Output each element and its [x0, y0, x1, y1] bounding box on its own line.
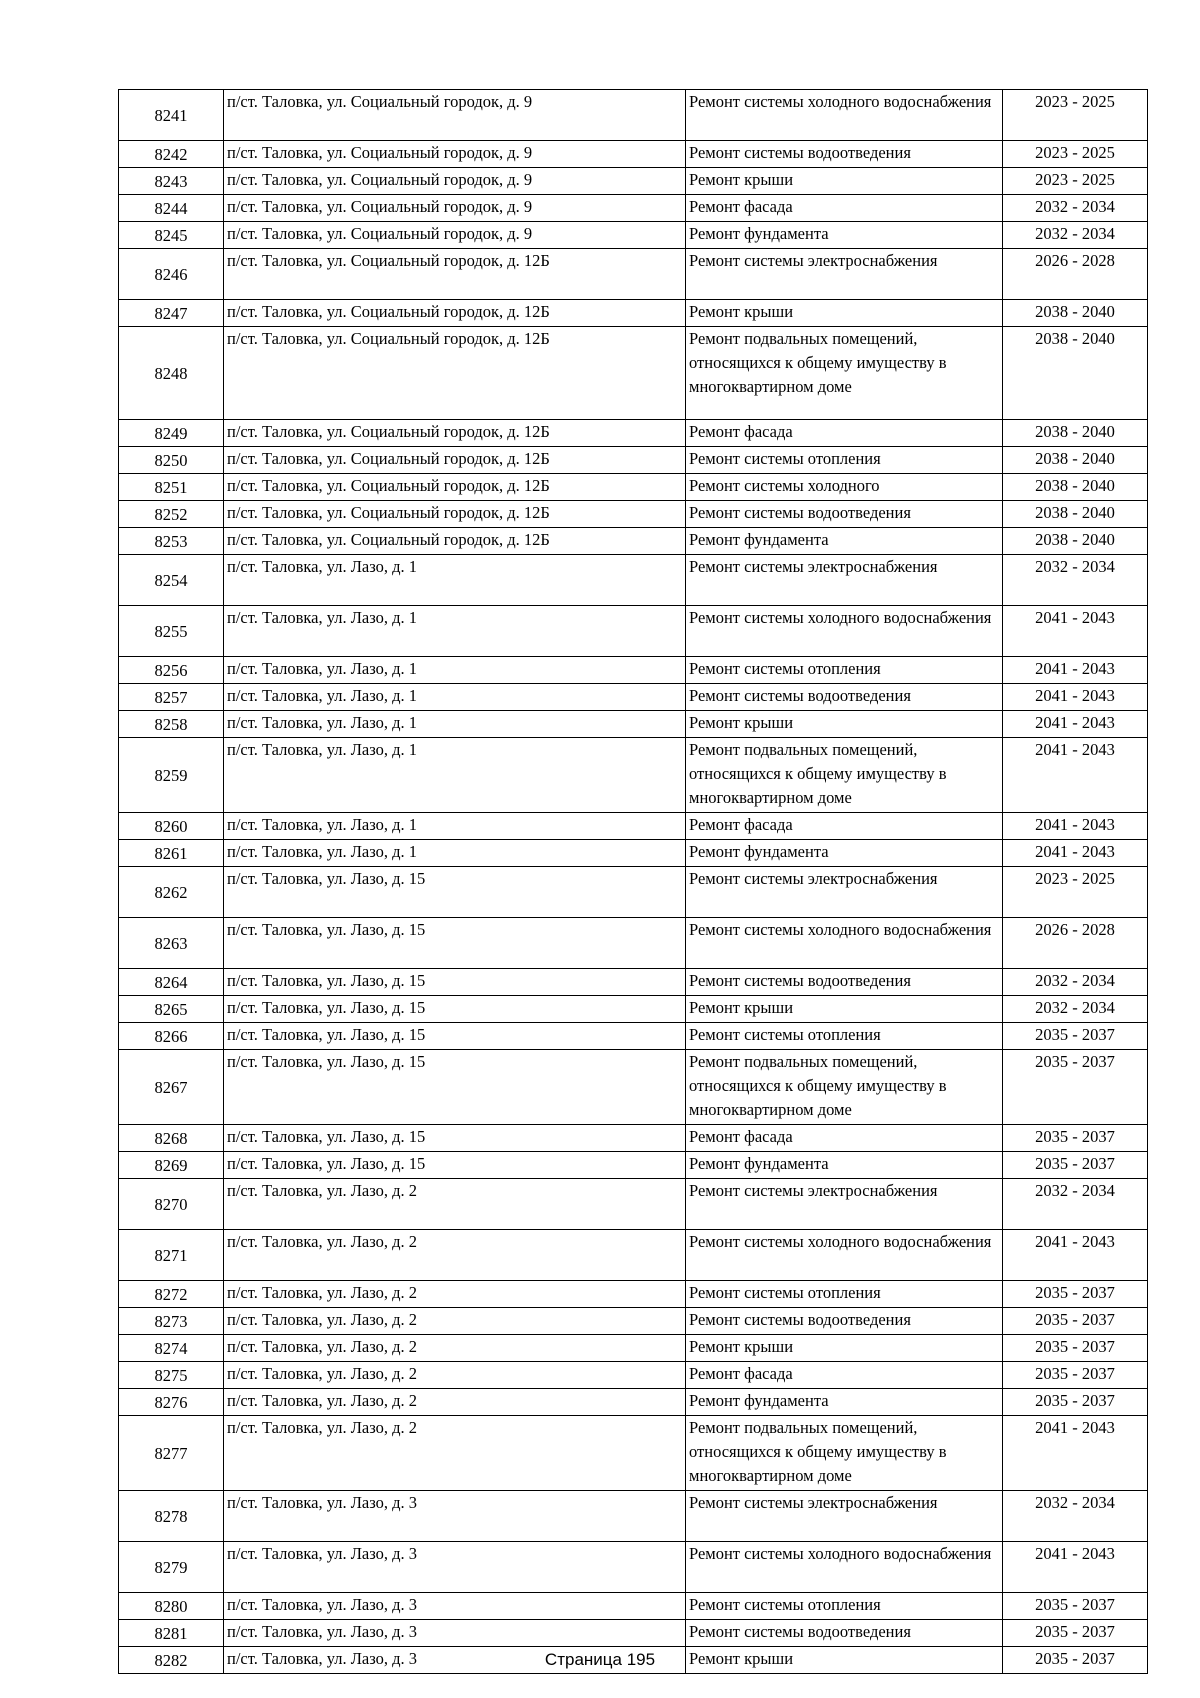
address-cell: п/ст. Таловка, ул. Социальный городок, д. 9 — [224, 222, 686, 249]
row-number-cell: 8247 — [119, 300, 224, 327]
address-cell: п/ст. Таловка, ул. Социальный городок, д. 9 — [224, 195, 686, 222]
work-type-cell: Ремонт системы отопления — [686, 1281, 1003, 1308]
address-cell: п/ст. Таловка, ул. Лазо, д. 1 — [224, 711, 686, 738]
work-type-cell: Ремонт системы электроснабжения — [686, 1179, 1003, 1230]
row-number-cell: 8244 — [119, 195, 224, 222]
row-number-cell: 8252 — [119, 501, 224, 528]
row-number-cell: 8248 — [119, 327, 224, 420]
table-row — [119, 249, 1148, 300]
work-type-cell: Ремонт системы отопления — [686, 657, 1003, 684]
address-cell: п/ст. Таловка, ул. Социальный городок, д. 9 — [224, 90, 686, 141]
work-type-cell: Ремонт фундамента — [686, 840, 1003, 867]
work-type-cell: Ремонт фундамента — [686, 1389, 1003, 1416]
address-cell: п/ст. Таловка, ул. Социальный городок, д. 12Б — [224, 300, 686, 327]
work-type-cell: Ремонт крыши — [686, 1647, 1003, 1674]
table-row — [119, 813, 1148, 840]
period-cell: 2038 - 2040 — [1003, 327, 1148, 420]
period-cell: 2038 - 2040 — [1003, 420, 1148, 447]
work-type-cell: Ремонт фундамента — [686, 1152, 1003, 1179]
repair-schedule-table — [118, 89, 1148, 1674]
row-number-cell: 8258 — [119, 711, 224, 738]
table-row — [119, 867, 1148, 918]
table-row — [119, 657, 1148, 684]
row-number-cell: 8249 — [119, 420, 224, 447]
row-number-cell: 8265 — [119, 996, 224, 1023]
table-row — [119, 222, 1148, 249]
work-type-cell: Ремонт крыши — [686, 168, 1003, 195]
row-number-cell: 8271 — [119, 1230, 224, 1281]
period-cell: 2038 - 2040 — [1003, 447, 1148, 474]
period-cell: 2038 - 2040 — [1003, 474, 1148, 501]
work-type-cell: Ремонт подвальных помещений, относящихся к общему имуществу в многоквартирном доме — [686, 1050, 1003, 1125]
table-row — [119, 1179, 1148, 1230]
period-cell: 2038 - 2040 — [1003, 528, 1148, 555]
period-cell: 2035 - 2037 — [1003, 1050, 1148, 1125]
row-number-cell: 8251 — [119, 474, 224, 501]
table-row — [119, 168, 1148, 195]
work-type-cell: Ремонт системы холодного водоснабжения — [686, 1230, 1003, 1281]
work-type-cell: Ремонт системы отопления — [686, 447, 1003, 474]
row-number-cell: 8255 — [119, 606, 224, 657]
row-number-cell: 8243 — [119, 168, 224, 195]
work-type-cell: Ремонт системы водоотведения — [686, 501, 1003, 528]
row-number-cell: 8263 — [119, 918, 224, 969]
address-cell: п/ст. Таловка, ул. Лазо, д. 3 — [224, 1491, 686, 1542]
row-number-cell: 8254 — [119, 555, 224, 606]
period-cell: 2035 - 2037 — [1003, 1389, 1148, 1416]
row-number-cell: 8268 — [119, 1125, 224, 1152]
address-cell: п/ст. Таловка, ул. Лазо, д. 2 — [224, 1389, 686, 1416]
period-cell: 2023 - 2025 — [1003, 90, 1148, 141]
period-cell: 2038 - 2040 — [1003, 300, 1148, 327]
table-row — [119, 501, 1148, 528]
row-number-cell: 8276 — [119, 1389, 224, 1416]
period-cell: 2035 - 2037 — [1003, 1152, 1148, 1179]
row-number-cell: 8256 — [119, 657, 224, 684]
table-row — [119, 1125, 1148, 1152]
table-row — [119, 918, 1148, 969]
row-number-cell: 8245 — [119, 222, 224, 249]
work-type-cell: Ремонт крыши — [686, 300, 1003, 327]
table-row — [119, 1362, 1148, 1389]
row-number-cell: 8273 — [119, 1308, 224, 1335]
row-number-cell: 8257 — [119, 684, 224, 711]
period-cell: 2035 - 2037 — [1003, 1023, 1148, 1050]
table-row — [119, 474, 1148, 501]
address-cell: п/ст. Таловка, ул. Лазо, д. 15 — [224, 969, 686, 996]
period-cell: 2023 - 2025 — [1003, 141, 1148, 168]
address-cell: п/ст. Таловка, ул. Лазо, д. 15 — [224, 867, 686, 918]
table-row — [119, 1416, 1148, 1491]
row-number-cell: 8250 — [119, 447, 224, 474]
period-cell: 2038 - 2040 — [1003, 501, 1148, 528]
address-cell: п/ст. Таловка, ул. Лазо, д. 2 — [224, 1416, 686, 1491]
table-row — [119, 327, 1148, 420]
period-cell: 2035 - 2037 — [1003, 1362, 1148, 1389]
work-type-cell: Ремонт крыши — [686, 1335, 1003, 1362]
row-number-cell: 8259 — [119, 738, 224, 813]
period-cell: 2041 - 2043 — [1003, 1416, 1148, 1491]
period-cell: 2041 - 2043 — [1003, 711, 1148, 738]
address-cell: п/ст. Таловка, ул. Лазо, д. 1 — [224, 684, 686, 711]
row-number-cell: 8277 — [119, 1416, 224, 1491]
work-type-cell: Ремонт системы электроснабжения — [686, 555, 1003, 606]
table-row — [119, 1620, 1148, 1647]
period-cell: 2023 - 2025 — [1003, 168, 1148, 195]
work-type-cell: Ремонт фасада — [686, 420, 1003, 447]
work-type-cell: Ремонт системы холодного водоснабжения — [686, 918, 1003, 969]
period-cell: 2032 - 2034 — [1003, 195, 1148, 222]
address-cell: п/ст. Таловка, ул. Лазо, д. 3 — [224, 1593, 686, 1620]
row-number-cell: 8279 — [119, 1542, 224, 1593]
table-row — [119, 969, 1148, 996]
address-cell: п/ст. Таловка, ул. Социальный городок, д. 12Б — [224, 474, 686, 501]
table-row — [119, 195, 1148, 222]
row-number-cell: 8267 — [119, 1050, 224, 1125]
address-cell: п/ст. Таловка, ул. Лазо, д. 15 — [224, 1023, 686, 1050]
address-cell: п/ст. Таловка, ул. Лазо, д. 1 — [224, 657, 686, 684]
table-row — [119, 141, 1148, 168]
table-row — [119, 996, 1148, 1023]
table-row — [119, 1281, 1148, 1308]
table-row — [119, 1593, 1148, 1620]
address-cell: п/ст. Таловка, ул. Лазо, д. 3 — [224, 1542, 686, 1593]
work-type-cell: Ремонт системы электроснабжения — [686, 249, 1003, 300]
period-cell: 2041 - 2043 — [1003, 657, 1148, 684]
table-row — [119, 1152, 1148, 1179]
work-type-cell: Ремонт фундамента — [686, 528, 1003, 555]
period-cell: 2032 - 2034 — [1003, 555, 1148, 606]
address-cell: п/ст. Таловка, ул. Лазо, д. 15 — [224, 996, 686, 1023]
work-type-cell: Ремонт системы водоотведения — [686, 141, 1003, 168]
period-cell: 2041 - 2043 — [1003, 840, 1148, 867]
period-cell: 2041 - 2043 — [1003, 1230, 1148, 1281]
work-type-cell: Ремонт системы отопления — [686, 1593, 1003, 1620]
period-cell: 2041 - 2043 — [1003, 1542, 1148, 1593]
row-number-cell: 8260 — [119, 813, 224, 840]
address-cell: п/ст. Таловка, ул. Лазо, д. 15 — [224, 1152, 686, 1179]
row-number-cell: 8282 — [119, 1647, 224, 1674]
address-cell: п/ст. Таловка, ул. Лазо, д. 1 — [224, 555, 686, 606]
work-type-cell: Ремонт фасада — [686, 195, 1003, 222]
work-type-cell: Ремонт системы водоотведения — [686, 1308, 1003, 1335]
period-cell: 2041 - 2043 — [1003, 684, 1148, 711]
work-type-cell: Ремонт системы холодного водоснабжения — [686, 606, 1003, 657]
work-type-cell: Ремонт системы холодного водоснабжения — [686, 90, 1003, 141]
address-cell: п/ст. Таловка, ул. Лазо, д. 2 — [224, 1281, 686, 1308]
period-cell: 2041 - 2043 — [1003, 813, 1148, 840]
address-cell: п/ст. Таловка, ул. Лазо, д. 2 — [224, 1179, 686, 1230]
row-number-cell: 8262 — [119, 867, 224, 918]
table-row — [119, 1023, 1148, 1050]
period-cell: 2035 - 2037 — [1003, 1647, 1148, 1674]
table-row — [119, 90, 1148, 141]
row-number-cell: 8272 — [119, 1281, 224, 1308]
row-number-cell: 8266 — [119, 1023, 224, 1050]
work-type-cell: Ремонт фасада — [686, 1125, 1003, 1152]
address-cell: п/ст. Таловка, ул. Лазо, д. 2 — [224, 1362, 686, 1389]
address-cell: п/ст. Таловка, ул. Лазо, д. 3 — [224, 1620, 686, 1647]
period-cell: 2032 - 2034 — [1003, 1179, 1148, 1230]
page-number: Страница 195 — [544, 1650, 656, 1669]
address-cell: п/ст. Таловка, ул. Социальный городок, д. 12Б — [224, 249, 686, 300]
address-cell: п/ст. Таловка, ул. Лазо, д. 15 — [224, 1125, 686, 1152]
work-type-cell: Ремонт системы отопления — [686, 1023, 1003, 1050]
address-cell: п/ст. Таловка, ул. Лазо, д. 15 — [224, 918, 686, 969]
work-type-cell: Ремонт крыши — [686, 996, 1003, 1023]
work-type-cell: Ремонт системы холодного — [686, 474, 1003, 501]
table-row — [119, 711, 1148, 738]
work-type-cell: Ремонт крыши — [686, 711, 1003, 738]
table-row — [119, 738, 1148, 813]
row-number-cell: 8280 — [119, 1593, 224, 1620]
work-type-cell: Ремонт системы электроснабжения — [686, 1491, 1003, 1542]
period-cell: 2032 - 2034 — [1003, 969, 1148, 996]
address-cell: п/ст. Таловка, ул. Социальный городок, д. 12Б — [224, 447, 686, 474]
period-cell: 2041 - 2043 — [1003, 738, 1148, 813]
row-number-cell: 8264 — [119, 969, 224, 996]
address-cell: п/ст. Таловка, ул. Социальный городок, д. 9 — [224, 168, 686, 195]
period-cell: 2035 - 2037 — [1003, 1308, 1148, 1335]
table-body — [119, 90, 1148, 1674]
period-cell: 2041 - 2043 — [1003, 606, 1148, 657]
row-number-cell: 8241 — [119, 90, 224, 141]
row-number-cell: 8261 — [119, 840, 224, 867]
address-cell: п/ст. Таловка, ул. Лазо, д. 1 — [224, 813, 686, 840]
period-cell: 2032 - 2034 — [1003, 1491, 1148, 1542]
table-row — [119, 1542, 1148, 1593]
row-number-cell: 8253 — [119, 528, 224, 555]
row-number-cell: 8269 — [119, 1152, 224, 1179]
table-row — [119, 606, 1148, 657]
table-row — [119, 684, 1148, 711]
address-cell: п/ст. Таловка, ул. Лазо, д. 2 — [224, 1230, 686, 1281]
address-cell: п/ст. Таловка, ул. Лазо, д. 1 — [224, 606, 686, 657]
work-type-cell: Ремонт системы холодного водоснабжения — [686, 1542, 1003, 1593]
work-type-cell: Ремонт фасада — [686, 1362, 1003, 1389]
row-number-cell: 8278 — [119, 1491, 224, 1542]
address-cell: п/ст. Таловка, ул. Лазо, д. 3 — [224, 1647, 686, 1674]
period-cell: 2026 - 2028 — [1003, 249, 1148, 300]
table-row — [119, 1335, 1148, 1362]
work-type-cell: Ремонт системы водоотведения — [686, 684, 1003, 711]
work-type-cell: Ремонт подвальных помещений, относящихся к общему имуществу в многоквартирном доме — [686, 1416, 1003, 1491]
row-number-cell: 8281 — [119, 1620, 224, 1647]
table-row — [119, 1050, 1148, 1125]
address-cell: п/ст. Таловка, ул. Социальный городок, д. 12Б — [224, 327, 686, 420]
period-cell: 2035 - 2037 — [1003, 1335, 1148, 1362]
period-cell: 2035 - 2037 — [1003, 1620, 1148, 1647]
period-cell: 2035 - 2037 — [1003, 1281, 1148, 1308]
table-row — [119, 840, 1148, 867]
work-type-cell: Ремонт системы водоотведения — [686, 969, 1003, 996]
table-row — [119, 555, 1148, 606]
period-cell: 2032 - 2034 — [1003, 996, 1148, 1023]
address-cell: п/ст. Таловка, ул. Социальный городок, д. 12Б — [224, 528, 686, 555]
period-cell: 2032 - 2034 — [1003, 222, 1148, 249]
row-number-cell: 8246 — [119, 249, 224, 300]
table-row — [119, 1308, 1148, 1335]
work-type-cell: Ремонт системы водоотведения — [686, 1620, 1003, 1647]
address-cell: п/ст. Таловка, ул. Лазо, д. 1 — [224, 840, 686, 867]
work-type-cell: Ремонт фундамента — [686, 222, 1003, 249]
period-cell: 2035 - 2037 — [1003, 1593, 1148, 1620]
address-cell: п/ст. Таловка, ул. Лазо, д. 15 — [224, 1050, 686, 1125]
period-cell: 2026 - 2028 — [1003, 918, 1148, 969]
period-cell: 2023 - 2025 — [1003, 867, 1148, 918]
row-number-cell: 8242 — [119, 141, 224, 168]
table-row — [119, 528, 1148, 555]
address-cell: п/ст. Таловка, ул. Социальный городок, д. 12Б — [224, 420, 686, 447]
address-cell: п/ст. Таловка, ул. Социальный городок, д. 9 — [224, 141, 686, 168]
row-number-cell: 8275 — [119, 1362, 224, 1389]
address-cell: п/ст. Таловка, ул. Лазо, д. 2 — [224, 1308, 686, 1335]
work-type-cell: Ремонт фасада — [686, 813, 1003, 840]
address-cell: п/ст. Таловка, ул. Лазо, д. 2 — [224, 1335, 686, 1362]
work-type-cell: Ремонт подвальных помещений, относящихся к общему имуществу в многоквартирном доме — [686, 327, 1003, 420]
table-row — [119, 420, 1148, 447]
work-type-cell: Ремонт подвальных помещений, относящихся к общему имуществу в многоквартирном доме — [686, 738, 1003, 813]
row-number-cell: 8274 — [119, 1335, 224, 1362]
row-number-cell: 8270 — [119, 1179, 224, 1230]
table-row — [119, 1389, 1148, 1416]
work-type-cell: Ремонт системы электроснабжения — [686, 867, 1003, 918]
period-cell: 2035 - 2037 — [1003, 1125, 1148, 1152]
table-row — [119, 300, 1148, 327]
address-cell: п/ст. Таловка, ул. Лазо, д. 1 — [224, 738, 686, 813]
address-cell: п/ст. Таловка, ул. Социальный городок, д. 12Б — [224, 501, 686, 528]
table-row — [119, 1230, 1148, 1281]
table-row — [119, 447, 1148, 474]
table-row — [119, 1491, 1148, 1542]
